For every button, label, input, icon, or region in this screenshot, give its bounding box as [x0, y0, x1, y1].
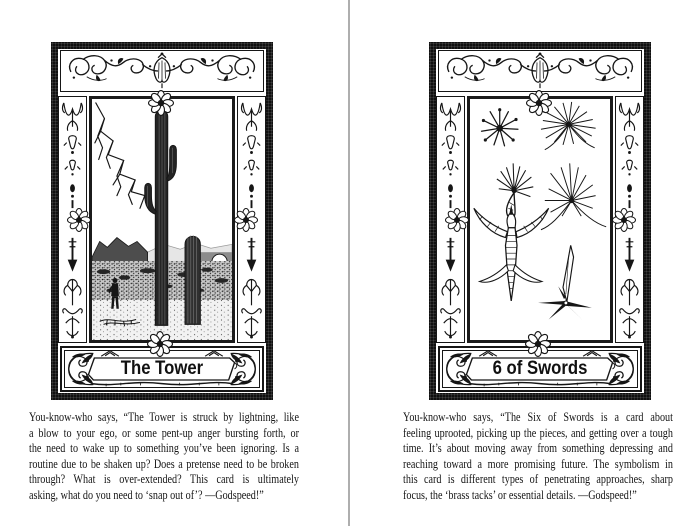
card-title: 6 of Swords [492, 358, 588, 379]
lightning-icon [95, 103, 145, 208]
page-divider [348, 0, 350, 526]
caption-line: focus, the ‘brass tacks’ or essential details. —Godspeed!” [403, 487, 637, 502]
caption-line: the need to wake up to something you’ve been ignoring. Is a [29, 441, 299, 455]
rosette-flower-icon [445, 208, 469, 232]
caption-line: You-know-who says, “The Tower is struck by lightning, like [29, 410, 299, 424]
caltrop-spine-icon [474, 204, 549, 301]
card-illustration-six-swords [467, 96, 613, 343]
spike-star-icon [538, 245, 592, 320]
card-illustration-tower [89, 96, 235, 343]
tarot-card-6-of-swords [429, 42, 651, 400]
rosette-flower-icon [525, 331, 551, 357]
rosette-flower-icon [612, 208, 636, 232]
caption-line: routine due to be shaken up? Does a pretense need to be broken [29, 456, 299, 471]
card-title: The Tower [120, 358, 204, 379]
vine-scroll-ornament-icon [439, 51, 641, 91]
scrollwork-top-band [438, 50, 642, 92]
small-cactus-icon [185, 236, 200, 325]
caption-line: You-know-who says, “The Six of Swords is a card about [403, 410, 673, 424]
caption-line: time. It’s about moving away from something depressing and [403, 441, 673, 455]
rosette-flower-icon [148, 90, 174, 116]
caption-line: asking, what do you need to ‘snap out of’? —Godspeed!” [29, 487, 264, 502]
spine-burst-icon [482, 109, 518, 146]
tarot-card-the-tower [51, 42, 273, 400]
rosette-flower-icon [67, 208, 91, 232]
club-spine-icon [497, 163, 533, 218]
caption-the-tower [29, 410, 299, 503]
card-frame [436, 49, 644, 393]
caption-line: this card is different types of penetrating approaches, sharp [403, 472, 673, 486]
caption-line: a blow to your ego, or some pent-up anger bursting forth, or [29, 425, 299, 440]
caption-line: feeling uprooted, picking up the pieces, and getting over a tough [403, 425, 673, 440]
caption-line: through? What is over-extended? This card is ultimately [29, 472, 299, 486]
rosette-flower-icon [234, 208, 258, 232]
spine-spray-icon [541, 163, 606, 229]
scrollwork-top-band [60, 50, 264, 92]
card-frame [58, 49, 266, 393]
vine-scroll-ornament-icon [61, 51, 263, 91]
caption-six-of-swords [403, 410, 673, 503]
rosette-flower-icon [147, 331, 173, 357]
caption-line: reaching toward a more promising future. The symbolism in [403, 456, 673, 471]
rosette-flower-icon [526, 90, 552, 116]
